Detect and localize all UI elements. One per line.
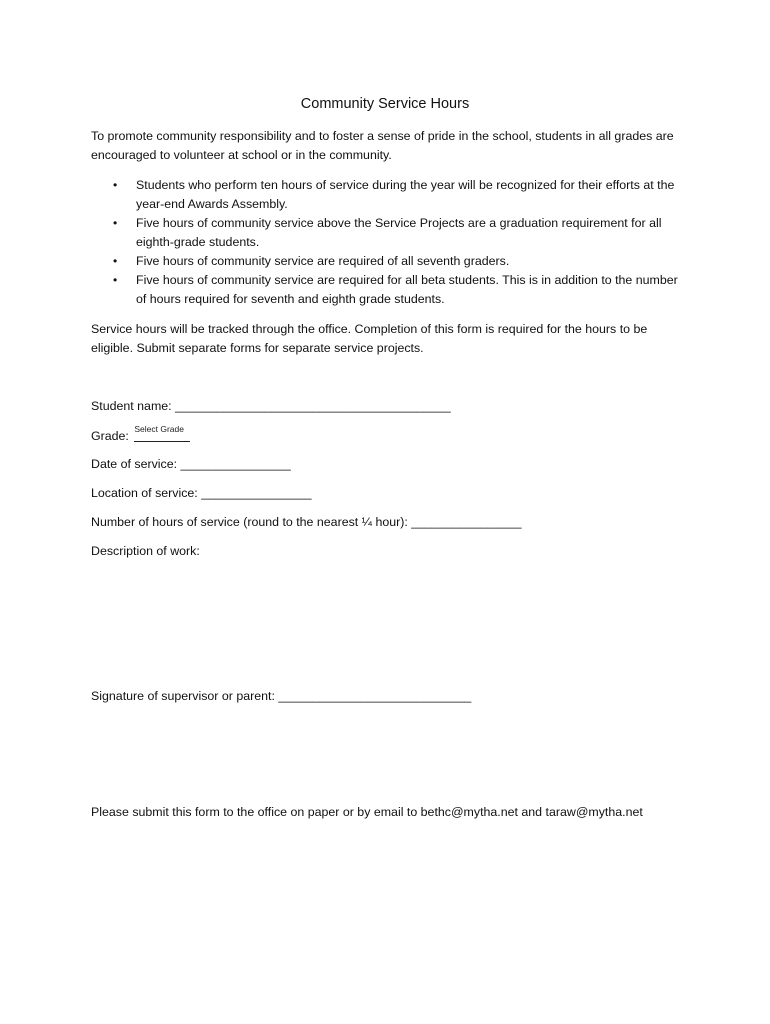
- description-of-work-label[interactable]: Description of work:: [91, 544, 200, 558]
- student-name-field[interactable]: Student name: ________________________________________: [91, 399, 451, 413]
- page-title: Community Service Hours: [300, 96, 470, 112]
- grade-label: Grade:: [91, 429, 129, 443]
- list-item-text: Five hours of community service are required for all beta students. This is in addition to the number of hours required for seventh and eighth grade students.: [136, 273, 678, 306]
- location-of-service-field[interactable]: Location of service: ________________: [91, 486, 312, 500]
- list-item-text: Students who perform ten hours of service during the year will be recognized for their efforts at the year-end Awards Assembly.: [136, 178, 675, 211]
- hours-of-service-field[interactable]: Number of hours of service (round to the nearest ¼ hour): ________________: [91, 515, 522, 529]
- grade-select-placeholder: Select Grade: [134, 424, 184, 434]
- date-of-service-field[interactable]: Date of service: ________________: [91, 457, 291, 471]
- list-item: [91, 176, 691, 214]
- bullet-icon: •: [113, 178, 118, 192]
- list-item: [91, 214, 691, 252]
- requirements-list: [91, 176, 691, 309]
- bullet-icon: •: [113, 216, 118, 230]
- list-item-text: Five hours of community service are required of all seventh graders.: [136, 254, 510, 268]
- grade-select[interactable]: [134, 426, 190, 442]
- grade-field: [91, 426, 190, 446]
- list-item: [91, 271, 691, 309]
- signature-field[interactable]: Signature of supervisor or parent: ____________________________: [91, 689, 472, 703]
- intro-paragraph: To promote community responsibility and to foster a sense of pride in the school, students in all grades are encouraged to volunteer at school or in the community.: [91, 129, 674, 162]
- submission-note: Please submit this form to the office on paper or by email to bethc@mytha.net and taraw@mytha.net: [91, 805, 643, 819]
- bullet-icon: •: [113, 273, 118, 287]
- list-item-text: Five hours of community service above the Service Projects are a graduation requirement for all eighth-grade students.: [136, 216, 662, 249]
- tracking-note: Service hours will be tracked through the office. Completion of this form is required for the hours to be eligible. Submit separate forms for separate service projects.: [91, 322, 648, 355]
- bullet-icon: •: [113, 254, 118, 268]
- list-item: [91, 252, 691, 271]
